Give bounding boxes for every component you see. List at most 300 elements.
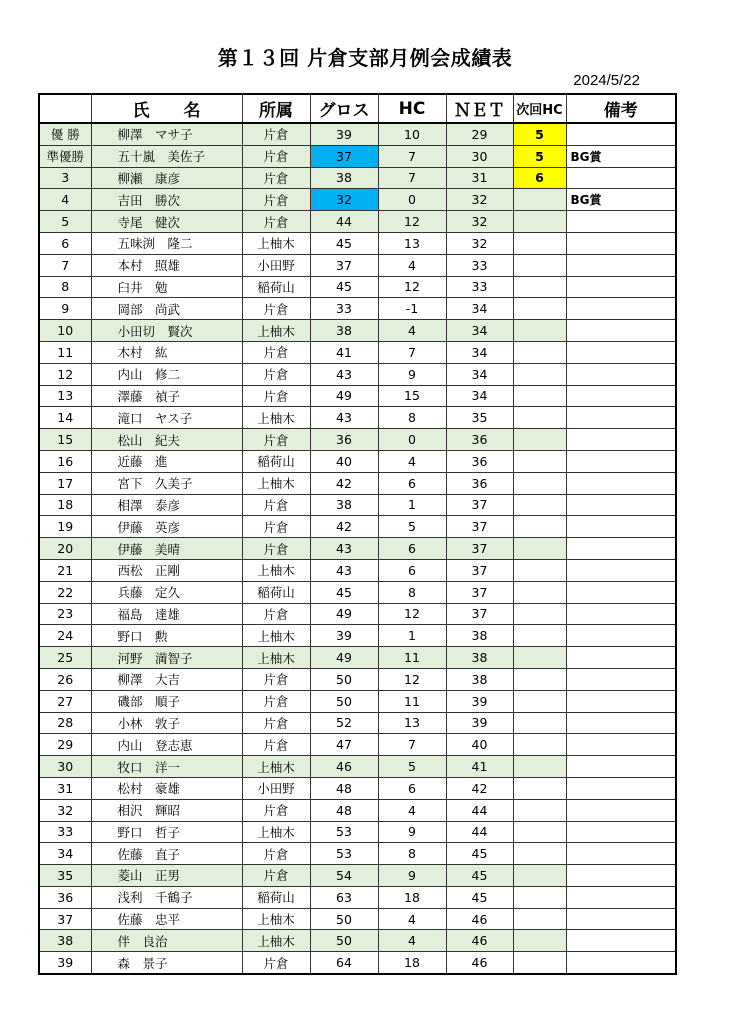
- net-cell: 36: [446, 472, 513, 494]
- rank-cell: 17: [39, 472, 91, 494]
- hc-cell: -1: [378, 298, 446, 320]
- gross-cell: 45: [310, 581, 378, 603]
- net-cell: 32: [446, 211, 513, 233]
- name-cell: 五十嵐 美佐子: [91, 145, 242, 167]
- club-cell: 稲荷山: [242, 450, 310, 472]
- gross-cell: 33: [310, 298, 378, 320]
- table-row: [39, 407, 676, 429]
- gross-cell: 50: [310, 930, 378, 952]
- hc-cell: 1: [378, 625, 446, 647]
- table-row: [39, 712, 676, 734]
- net-cell: 38: [446, 625, 513, 647]
- club-cell: 片倉: [242, 363, 310, 385]
- net-cell: 41: [446, 756, 513, 778]
- hc-cell: 15: [378, 385, 446, 407]
- name-cell: 浅利 千鶴子: [91, 886, 242, 908]
- name-cell: 野口 勲: [91, 625, 242, 647]
- rank-cell: 28: [39, 712, 91, 734]
- gross-cell: 43: [310, 363, 378, 385]
- hc-cell: 18: [378, 886, 446, 908]
- name-cell: 佐藤 直子: [91, 843, 242, 865]
- hc-cell: 12: [378, 211, 446, 233]
- hc-cell: 8: [378, 843, 446, 865]
- note-cell: [566, 886, 676, 908]
- net-cell: 39: [446, 690, 513, 712]
- hc-cell: 5: [378, 516, 446, 538]
- club-cell: 上柚木: [242, 407, 310, 429]
- net-cell: 42: [446, 777, 513, 799]
- note-cell: [566, 625, 676, 647]
- net-cell: 34: [446, 385, 513, 407]
- gross-cell: 40: [310, 450, 378, 472]
- rank-cell: 32: [39, 799, 91, 821]
- name-cell: 内山 登志恵: [91, 734, 242, 756]
- note-cell: [566, 734, 676, 756]
- gross-cell: 41: [310, 341, 378, 363]
- table-row: [39, 777, 676, 799]
- next-hc-cell: [513, 756, 566, 778]
- name-cell: 宮下 久美子: [91, 472, 242, 494]
- gross-cell: 32: [310, 189, 378, 211]
- gross-cell: 46: [310, 756, 378, 778]
- next-hc-cell: [513, 298, 566, 320]
- rank-cell: 33: [39, 821, 91, 843]
- table-row: [39, 123, 676, 145]
- table-row: [39, 843, 676, 865]
- name-cell: 河野 満智子: [91, 647, 242, 669]
- club-cell: 上柚木: [242, 559, 310, 581]
- header-note: 備考: [566, 94, 676, 123]
- hc-cell: 4: [378, 908, 446, 930]
- note-cell: [566, 930, 676, 952]
- table-row: [39, 821, 676, 843]
- table-row: [39, 385, 676, 407]
- club-cell: 上柚木: [242, 756, 310, 778]
- table-row: [39, 494, 676, 516]
- rank-cell: 18: [39, 494, 91, 516]
- note-cell: [566, 908, 676, 930]
- header-hc: HC: [378, 94, 446, 123]
- next-hc-cell: 5: [513, 123, 566, 145]
- hc-cell: 9: [378, 363, 446, 385]
- table-row: [39, 690, 676, 712]
- club-cell: 片倉: [242, 865, 310, 887]
- note-cell: [566, 472, 676, 494]
- next-hc-cell: [513, 538, 566, 560]
- gross-cell: 37: [310, 254, 378, 276]
- table-row: [39, 145, 676, 167]
- name-cell: 木村 紘: [91, 341, 242, 363]
- rank-cell: 31: [39, 777, 91, 799]
- club-cell: 片倉: [242, 843, 310, 865]
- next-hc-cell: [513, 211, 566, 233]
- table-row: [39, 756, 676, 778]
- rank-cell: 9: [39, 298, 91, 320]
- next-hc-cell: [513, 647, 566, 669]
- next-hc-cell: [513, 276, 566, 298]
- table-row: [39, 908, 676, 930]
- table-row: [39, 625, 676, 647]
- next-hc-cell: [513, 407, 566, 429]
- note-cell: [566, 603, 676, 625]
- club-cell: 片倉: [242, 211, 310, 233]
- net-cell: 45: [446, 886, 513, 908]
- next-hc-cell: [513, 363, 566, 385]
- net-cell: 35: [446, 407, 513, 429]
- next-hc-cell: [513, 625, 566, 647]
- net-cell: 36: [446, 450, 513, 472]
- club-cell: 上柚木: [242, 908, 310, 930]
- name-cell: 磯部 順子: [91, 690, 242, 712]
- hc-cell: 4: [378, 930, 446, 952]
- table-row: [39, 865, 676, 887]
- table-row: [39, 886, 676, 908]
- name-cell: 寺尾 健次: [91, 211, 242, 233]
- table-row: [39, 341, 676, 363]
- note-cell: [566, 799, 676, 821]
- gross-cell: 43: [310, 559, 378, 581]
- name-cell: 臼井 勉: [91, 276, 242, 298]
- rank-cell: 11: [39, 341, 91, 363]
- hc-cell: 7: [378, 145, 446, 167]
- table-row: [39, 647, 676, 669]
- net-cell: 45: [446, 843, 513, 865]
- gross-cell: 54: [310, 865, 378, 887]
- name-cell: 福島 達雄: [91, 603, 242, 625]
- hc-cell: 8: [378, 407, 446, 429]
- gross-cell: 49: [310, 603, 378, 625]
- hc-cell: 7: [378, 734, 446, 756]
- name-cell: 小田切 賢次: [91, 320, 242, 342]
- club-cell: 上柚木: [242, 472, 310, 494]
- name-cell: 内山 修二: [91, 363, 242, 385]
- net-cell: 32: [446, 189, 513, 211]
- net-cell: 45: [446, 865, 513, 887]
- note-cell: [566, 363, 676, 385]
- next-hc-cell: [513, 254, 566, 276]
- note-cell: BG賞: [566, 189, 676, 211]
- club-cell: 稲荷山: [242, 276, 310, 298]
- next-hc-cell: 5: [513, 145, 566, 167]
- club-cell: 片倉: [242, 145, 310, 167]
- net-cell: 37: [446, 603, 513, 625]
- rank-cell: 7: [39, 254, 91, 276]
- net-cell: 37: [446, 538, 513, 560]
- next-hc-cell: [513, 581, 566, 603]
- name-cell: 小林 敦子: [91, 712, 242, 734]
- note-cell: [566, 450, 676, 472]
- club-cell: 片倉: [242, 538, 310, 560]
- rank-cell: 12: [39, 363, 91, 385]
- hc-cell: 9: [378, 865, 446, 887]
- club-cell: 上柚木: [242, 647, 310, 669]
- name-cell: 澤藤 禎子: [91, 385, 242, 407]
- name-cell: 兵藤 定久: [91, 581, 242, 603]
- net-cell: 44: [446, 799, 513, 821]
- table-row: [39, 799, 676, 821]
- next-hc-cell: [513, 843, 566, 865]
- table-row: [39, 167, 676, 189]
- rank-cell: 3: [39, 167, 91, 189]
- rank-cell: 38: [39, 930, 91, 952]
- name-cell: 松山 紀夫: [91, 429, 242, 451]
- hc-cell: 6: [378, 559, 446, 581]
- table-row: [39, 472, 676, 494]
- club-cell: 小田野: [242, 254, 310, 276]
- net-cell: 37: [446, 559, 513, 581]
- note-cell: [566, 581, 676, 603]
- gross-cell: 43: [310, 538, 378, 560]
- rank-cell: 16: [39, 450, 91, 472]
- rank-cell: 20: [39, 538, 91, 560]
- rank-cell: 21: [39, 559, 91, 581]
- gross-cell: 48: [310, 799, 378, 821]
- club-cell: 片倉: [242, 298, 310, 320]
- rank-cell: 13: [39, 385, 91, 407]
- name-cell: 滝口 ヤス子: [91, 407, 242, 429]
- rank-cell: 6: [39, 232, 91, 254]
- header-gross: グロス: [310, 94, 378, 123]
- net-cell: 38: [446, 668, 513, 690]
- hc-cell: 9: [378, 821, 446, 843]
- next-hc-cell: [513, 472, 566, 494]
- note-cell: [566, 494, 676, 516]
- table-row: [39, 298, 676, 320]
- rank-cell: 39: [39, 952, 91, 974]
- next-hc-cell: [513, 320, 566, 342]
- rank-cell: 10: [39, 320, 91, 342]
- club-cell: 片倉: [242, 429, 310, 451]
- table-row: [39, 254, 676, 276]
- table-row: [39, 952, 676, 974]
- net-cell: 34: [446, 341, 513, 363]
- name-cell: 伊藤 英彦: [91, 516, 242, 538]
- next-hc-cell: [513, 690, 566, 712]
- hc-cell: 1: [378, 494, 446, 516]
- header-rank: [39, 94, 91, 123]
- rank-cell: 15: [39, 429, 91, 451]
- rank-cell: 19: [39, 516, 91, 538]
- gross-cell: 63: [310, 886, 378, 908]
- net-cell: 31: [446, 167, 513, 189]
- table-row: [39, 603, 676, 625]
- report-date: 2024/5/22: [573, 72, 640, 89]
- gross-cell: 50: [310, 690, 378, 712]
- gross-cell: 49: [310, 385, 378, 407]
- table-row: [39, 232, 676, 254]
- hc-cell: 6: [378, 538, 446, 560]
- hc-cell: 10: [378, 123, 446, 145]
- note-cell: BG賞: [566, 145, 676, 167]
- note-cell: [566, 276, 676, 298]
- next-hc-cell: [513, 930, 566, 952]
- gross-cell: 52: [310, 712, 378, 734]
- net-cell: 30: [446, 145, 513, 167]
- next-hc-cell: [513, 603, 566, 625]
- table-row: [39, 559, 676, 581]
- net-cell: 32: [446, 232, 513, 254]
- club-cell: 片倉: [242, 385, 310, 407]
- hc-cell: 4: [378, 450, 446, 472]
- next-hc-cell: 6: [513, 167, 566, 189]
- hc-cell: 4: [378, 254, 446, 276]
- club-cell: 片倉: [242, 952, 310, 974]
- next-hc-cell: [513, 886, 566, 908]
- table-row: [39, 450, 676, 472]
- net-cell: 36: [446, 429, 513, 451]
- club-cell: 片倉: [242, 799, 310, 821]
- name-cell: 五味渕 隆二: [91, 232, 242, 254]
- header-row: [39, 94, 676, 123]
- note-cell: [566, 538, 676, 560]
- next-hc-cell: [513, 908, 566, 930]
- table-row: [39, 363, 676, 385]
- gross-cell: 39: [310, 123, 378, 145]
- header-name: 氏 名: [91, 94, 242, 123]
- note-cell: [566, 429, 676, 451]
- net-cell: 46: [446, 952, 513, 974]
- club-cell: 片倉: [242, 189, 310, 211]
- rank-cell: 25: [39, 647, 91, 669]
- gross-cell: 64: [310, 952, 378, 974]
- table-row: [39, 211, 676, 233]
- gross-cell: 42: [310, 516, 378, 538]
- club-cell: 片倉: [242, 712, 310, 734]
- club-cell: 上柚木: [242, 320, 310, 342]
- net-cell: 34: [446, 298, 513, 320]
- net-cell: 39: [446, 712, 513, 734]
- note-cell: [566, 668, 676, 690]
- note-cell: [566, 559, 676, 581]
- gross-cell: 38: [310, 494, 378, 516]
- name-cell: 牧口 洋一: [91, 756, 242, 778]
- club-cell: 片倉: [242, 516, 310, 538]
- gross-cell: 39: [310, 625, 378, 647]
- table-row: [39, 516, 676, 538]
- club-cell: 片倉: [242, 734, 310, 756]
- next-hc-cell: [513, 429, 566, 451]
- club-cell: 稲荷山: [242, 886, 310, 908]
- rank-cell: 24: [39, 625, 91, 647]
- club-cell: 上柚木: [242, 232, 310, 254]
- rank-cell: 8: [39, 276, 91, 298]
- hc-cell: 4: [378, 320, 446, 342]
- table-row: [39, 668, 676, 690]
- net-cell: 44: [446, 821, 513, 843]
- next-hc-cell: [513, 494, 566, 516]
- next-hc-cell: [513, 712, 566, 734]
- net-cell: 29: [446, 123, 513, 145]
- net-cell: 33: [446, 276, 513, 298]
- note-cell: [566, 712, 676, 734]
- name-cell: 相澤 泰彦: [91, 494, 242, 516]
- next-hc-cell: [513, 385, 566, 407]
- net-cell: 46: [446, 930, 513, 952]
- gross-cell: 38: [310, 320, 378, 342]
- header-club: 所属: [242, 94, 310, 123]
- name-cell: 相沢 輝昭: [91, 799, 242, 821]
- hc-cell: 11: [378, 690, 446, 712]
- club-cell: 小田野: [242, 777, 310, 799]
- rank-cell: 4: [39, 189, 91, 211]
- hc-cell: 0: [378, 189, 446, 211]
- rank-cell: 優 勝: [39, 123, 91, 145]
- next-hc-cell: [513, 341, 566, 363]
- note-cell: [566, 167, 676, 189]
- hc-cell: 6: [378, 472, 446, 494]
- note-cell: [566, 232, 676, 254]
- gross-cell: 42: [310, 472, 378, 494]
- hc-cell: 13: [378, 712, 446, 734]
- hc-cell: 7: [378, 341, 446, 363]
- note-cell: [566, 516, 676, 538]
- gross-cell: 49: [310, 647, 378, 669]
- hc-cell: 12: [378, 668, 446, 690]
- rank-cell: 37: [39, 908, 91, 930]
- club-cell: 片倉: [242, 341, 310, 363]
- table-row: [39, 189, 676, 211]
- gross-cell: 38: [310, 167, 378, 189]
- note-cell: [566, 843, 676, 865]
- next-hc-cell: [513, 516, 566, 538]
- note-cell: [566, 254, 676, 276]
- name-cell: 伊藤 美晴: [91, 538, 242, 560]
- gross-cell: 43: [310, 407, 378, 429]
- table-row: [39, 429, 676, 451]
- next-hc-cell: [513, 777, 566, 799]
- next-hc-cell: [513, 559, 566, 581]
- rank-cell: 34: [39, 843, 91, 865]
- rank-cell: 35: [39, 865, 91, 887]
- rank-cell: 29: [39, 734, 91, 756]
- name-cell: 野口 哲子: [91, 821, 242, 843]
- note-cell: [566, 298, 676, 320]
- hc-cell: 8: [378, 581, 446, 603]
- note-cell: [566, 647, 676, 669]
- gross-cell: 50: [310, 668, 378, 690]
- hc-cell: 7: [378, 167, 446, 189]
- table-row: [39, 581, 676, 603]
- club-cell: 片倉: [242, 167, 310, 189]
- rank-cell: 26: [39, 668, 91, 690]
- name-cell: 近藤 進: [91, 450, 242, 472]
- next-hc-cell: [513, 232, 566, 254]
- next-hc-cell: [513, 799, 566, 821]
- club-cell: 片倉: [242, 690, 310, 712]
- gross-cell: 36: [310, 429, 378, 451]
- hc-cell: 12: [378, 276, 446, 298]
- net-cell: 38: [446, 647, 513, 669]
- club-cell: 片倉: [242, 123, 310, 145]
- note-cell: [566, 952, 676, 974]
- name-cell: 西松 正剛: [91, 559, 242, 581]
- note-cell: [566, 756, 676, 778]
- note-cell: [566, 320, 676, 342]
- note-cell: [566, 865, 676, 887]
- hc-cell: 0: [378, 429, 446, 451]
- rank-cell: 23: [39, 603, 91, 625]
- name-cell: 柳澤 大吉: [91, 668, 242, 690]
- net-cell: 40: [446, 734, 513, 756]
- rank-cell: 14: [39, 407, 91, 429]
- next-hc-cell: [513, 450, 566, 472]
- hc-cell: 11: [378, 647, 446, 669]
- note-cell: [566, 777, 676, 799]
- club-cell: 稲荷山: [242, 581, 310, 603]
- note-cell: [566, 123, 676, 145]
- name-cell: 佐藤 忠平: [91, 908, 242, 930]
- note-cell: [566, 211, 676, 233]
